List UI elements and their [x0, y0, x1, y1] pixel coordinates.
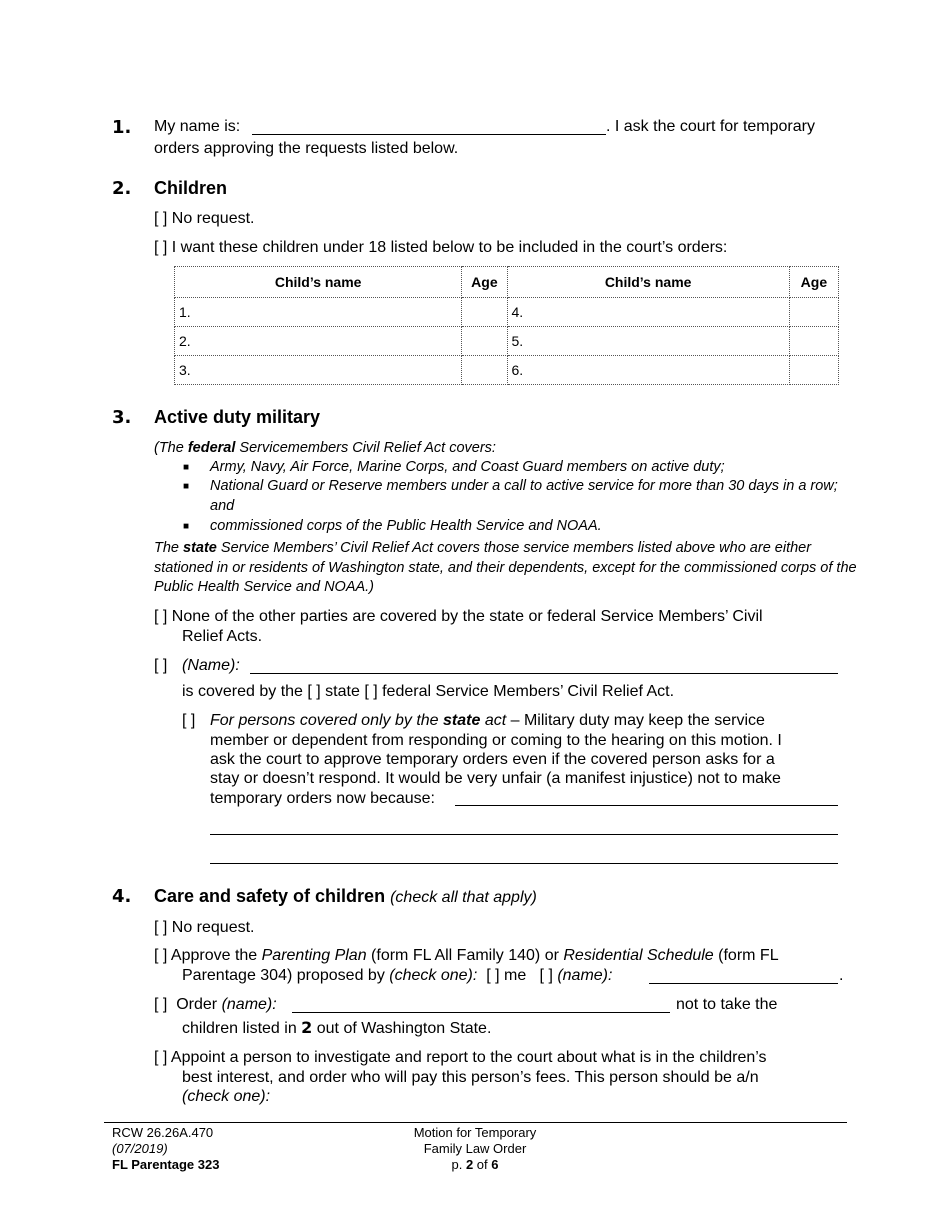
children-include-checkbox[interactable]: [ ] I want these children under 18 listed below to be included in the court’s orders:: [154, 239, 728, 256]
order-not-take-text-2: children listed in 2 out of Washington State.: [182, 1018, 492, 1037]
covered-name-field[interactable]: [250, 673, 838, 674]
child-name-cell[interactable]: 5.: [507, 327, 789, 356]
my-name-field[interactable]: [252, 134, 606, 135]
table-row: [175, 327, 839, 356]
footer-form: FL Parentage 323: [112, 1157, 220, 1172]
state-act-only-checkbox[interactable]: [ ]: [182, 712, 196, 729]
footer-date: (07/2019): [112, 1141, 168, 1156]
footer-title-1: Motion for Temporary: [413, 1125, 537, 1140]
approve-plan-text-2: Parentage 304) proposed by (check one): [ ] me [ ] (name):: [182, 967, 613, 984]
age-cell[interactable]: [789, 327, 838, 356]
footer-title-2: Family Law Order: [423, 1141, 527, 1156]
not-to-take-text: not to take the: [676, 996, 778, 1013]
age-cell[interactable]: [789, 298, 838, 327]
section-3-title: Active duty military: [154, 407, 321, 427]
age-cell[interactable]: [462, 298, 507, 327]
age-cell[interactable]: [789, 356, 838, 385]
reason-field-line-1[interactable]: [455, 805, 838, 806]
footer-center: [375, 1125, 575, 1173]
state-act-only-text-4: stay or doesn’t respond. It would be very unfair (a manifest injustice) not to make: [210, 770, 781, 787]
order-name-field[interactable]: [292, 1012, 670, 1013]
section-2-number: 2.: [112, 178, 132, 199]
child-name-cell[interactable]: 3.: [175, 356, 462, 385]
proposed-by-name-field[interactable]: [649, 983, 838, 984]
age-cell[interactable]: [462, 356, 507, 385]
covered-name-label: (Name):: [182, 657, 240, 674]
table-row: [175, 298, 839, 327]
col-age: Age: [462, 267, 507, 298]
orders-text: orders approving the requests listed below.: [154, 140, 459, 157]
footer-left: [112, 1125, 219, 1173]
appoint-investigator-text-2: best interest, and order who will pay this person’s fees. This person should be a/n: [182, 1069, 759, 1086]
bullet-item-cont: and: [210, 498, 235, 514]
child-name-cell[interactable]: 4.: [507, 298, 789, 327]
footer-divider: [104, 1122, 847, 1123]
state-act-only-text-3: ask the court to approve temporary orders even if the covered person asks for a: [210, 751, 775, 768]
table-row: [175, 356, 839, 385]
bullet-item: National Guard or Reserve members under a call to active service for more than 30 days in a row;: [210, 478, 838, 494]
col-child-name: Child’s name: [175, 267, 462, 298]
footer-rcw: RCW 26.26A.470: [112, 1125, 214, 1140]
section-2-title: Children: [154, 178, 228, 198]
reason-field-line-2[interactable]: [210, 834, 838, 835]
footer-page: p. 2 of 6: [451, 1157, 499, 1172]
children-table: [174, 266, 839, 385]
table-header-row: [175, 267, 839, 298]
state-act-only-text: For persons covered only by the state act – Military duty may keep the service: [210, 712, 765, 729]
child-name-cell[interactable]: 6.: [507, 356, 789, 385]
children-no-request-checkbox[interactable]: [ ] No request.: [154, 210, 255, 227]
bullet-icon: ■: [183, 521, 190, 532]
section-4-number: 4.: [112, 886, 132, 907]
child-name-cell[interactable]: 1.: [175, 298, 462, 327]
section-3-number: 3.: [112, 407, 132, 428]
state-act-only-text-5: temporary orders now because:: [210, 790, 435, 807]
state-act-text-3: Public Health Service and NOAA.): [154, 579, 375, 595]
bullet-item: Army, Navy, Air Force, Marine Corps, and Coast Guard members on active duty;: [210, 459, 725, 475]
section-4-title: Care and safety of children (check all that apply): [154, 886, 537, 906]
state-act-text-2: stationed in or residents of Washington state, and their dependents, except for the commissioned corps of the: [154, 560, 857, 576]
period: .: [839, 967, 844, 984]
care-no-request-checkbox[interactable]: [ ] No request.: [154, 919, 255, 936]
temp-request-text: . I ask the court for temporary: [606, 118, 815, 135]
age-cell[interactable]: [462, 327, 507, 356]
section-1-number: 1.: [112, 117, 132, 138]
covered-by-text: is covered by the [ ] state [ ] federal Service Members’ Civil Relief Act.: [182, 683, 675, 700]
name-label: My name is:: [154, 118, 241, 135]
state-act-text: The state Service Members’ Civil Relief Act covers those service members listed above who are either: [154, 540, 812, 556]
covered-name-checkbox[interactable]: [ ]: [154, 657, 168, 674]
state-act-only-text-2: member or dependent from responding or coming to the hearing on this motion. I: [210, 732, 782, 749]
bullet-icon: ■: [183, 481, 190, 492]
reason-field-line-3[interactable]: [210, 863, 838, 864]
order-not-take-checkbox[interactable]: [ ] Order (name):: [154, 996, 277, 1013]
bullet-item: commissioned corps of the Public Health Service and NOAA.: [210, 518, 602, 534]
appoint-investigator-checkbox[interactable]: [ ] Appoint a person to investigate and report to the court about what is in the children’s: [154, 1049, 767, 1066]
col-age: Age: [789, 267, 838, 298]
federal-act-intro: (The federal Servicemembers Civil Relief Act covers:: [154, 440, 496, 456]
none-covered-text-2: Relief Acts.: [182, 628, 263, 645]
bullet-icon: ■: [183, 462, 190, 473]
none-covered-checkbox[interactable]: [ ] None of the other parties are covered by the state or federal Service Members’ Civil: [154, 608, 763, 625]
approve-plan-checkbox[interactable]: [ ] Approve the Parenting Plan (form FL All Family 140) or Residential Schedule (form FL: [154, 947, 779, 964]
appoint-investigator-text-3: (check one):: [182, 1088, 271, 1105]
col-child-name: Child’s name: [507, 267, 789, 298]
child-name-cell[interactable]: 2.: [175, 327, 462, 356]
